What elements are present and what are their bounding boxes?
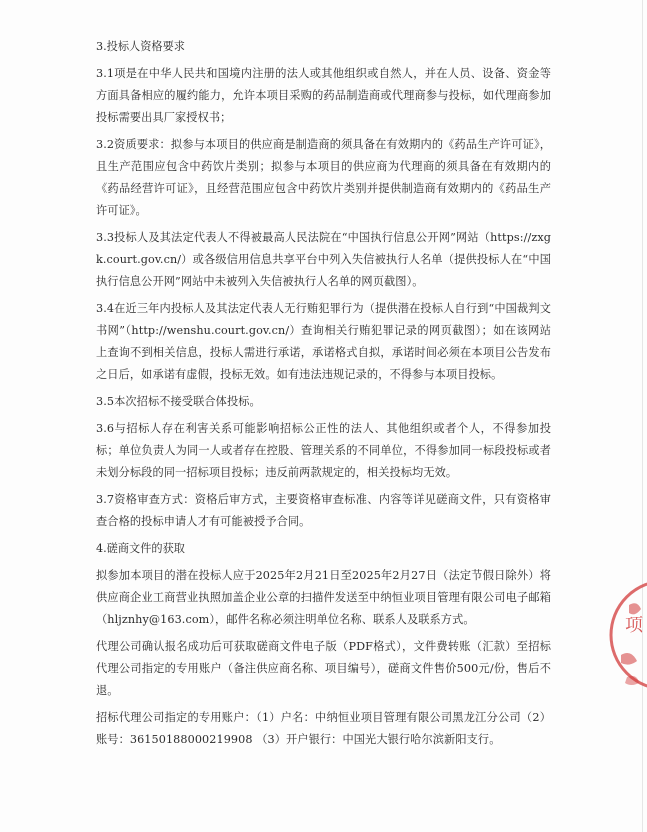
acquisition-paragraph: 拟参加本项目的潜在投标人应于2025年2月21日至2025年2月27日（法定节假日除外）将供应商企业工商营业执照加盖企业公章的扫描件发送至中纳恒业项目管理有限公司电子邮箱（hljznhy@163.com），邮件名称必须注明单位名称、联系人及联系方式。 xyxy=(96,569,551,626)
page-edge xyxy=(642,0,643,832)
clause-3-1: 3.1项是在中华人民共和国境内注册的法人或其他组织或自然人，并在人员、设备、资金等方面具备相应的履约能力，允许本项目采购的药品制造商或代理商参与投标，如代理商参加投标需要出具厂家授权书； xyxy=(96,67,551,124)
clause-3-3: 3.3投标人及其法定代表人不得被最高人民法院在“中国执行信息公开网”网站（https://zxgk.court.gov.cn/）或各级信用信息共享平台中列入失信被执行人名单（提供投标人在“中国执行信息公开网”网站中未被列入失信被执行人名单的网页截图）。 xyxy=(96,231,551,288)
bank-account-paragraph: 招标代理公司指定的专用账户：（1）户名：中纳恒业项目管理有限公司黑龙江分公司（2）账号：36150188000219908 （3）开户银行：中国光大银行哈尔滨新阳支行。 xyxy=(96,711,551,746)
seal-glyph: 项 xyxy=(625,615,643,636)
section-3-heading: 3.投标人资格要求 xyxy=(96,40,185,53)
section-4-heading: 4.磋商文件的获取 xyxy=(96,542,185,555)
clause-3-6: 3.6与招标人存在利害关系可能影响招标公正性的法人、其他组织或者个人，不得参加投标；单位负责人为同一人或者存在控股、管理关系的不同单位，不得参加同一标段投标或者未划分标段的同一招标项目投标；违反前两款规定的，相关投标均无效。 xyxy=(96,422,551,479)
clause-3-5: 3.5本次招标不接受联合体投标。 xyxy=(96,395,261,408)
clause-3-7: 3.7资格审查方式：资格后审方式，主要资格审查标准、内容等详见磋商文件，只有资格审查合格的投标申请人才有可能被授予合同。 xyxy=(96,493,551,528)
clause-3-2: 3.2资质要求：拟参与本项目的供应商是制造商的须具备在有效期内的《药品生产许可证》，且生产范围应包含中药饮片类别；拟参与本项目的供应商为代理商的须具备在有效期内的《药品经营许可证》，且经营范围应包含中药饮片类别并提供制造商有效期内的《药品生产许可证》。 xyxy=(96,138,551,217)
document-body xyxy=(96,36,551,756)
clause-3-4: 3.4在近三年内投标人及其法定代表人无行贿犯罪行为（提供潜在投标人自行到“中国裁判文书网”（http://wenshu.court.gov.cn/）查询相关行贿犯罪记录的网页截图）；如在该网站上查询不到相关信息，投标人需进行承诺，承诺格式自拟，承诺时间必须在本项目公告发布之日后，如承诺有虚假，投标无效。如有违法违规记录的，不得参与本项目投标。 xyxy=(96,302,551,381)
fee-paragraph: 代理公司确认报名成功后可获取磋商文件电子版（PDF格式），文件费转账（汇款）至招标代理公司指定的专用账户（备注供应商名称、项目编号），磋商文件售价500元/份，售后不退。 xyxy=(96,640,551,697)
red-seal-stamp xyxy=(607,565,647,705)
